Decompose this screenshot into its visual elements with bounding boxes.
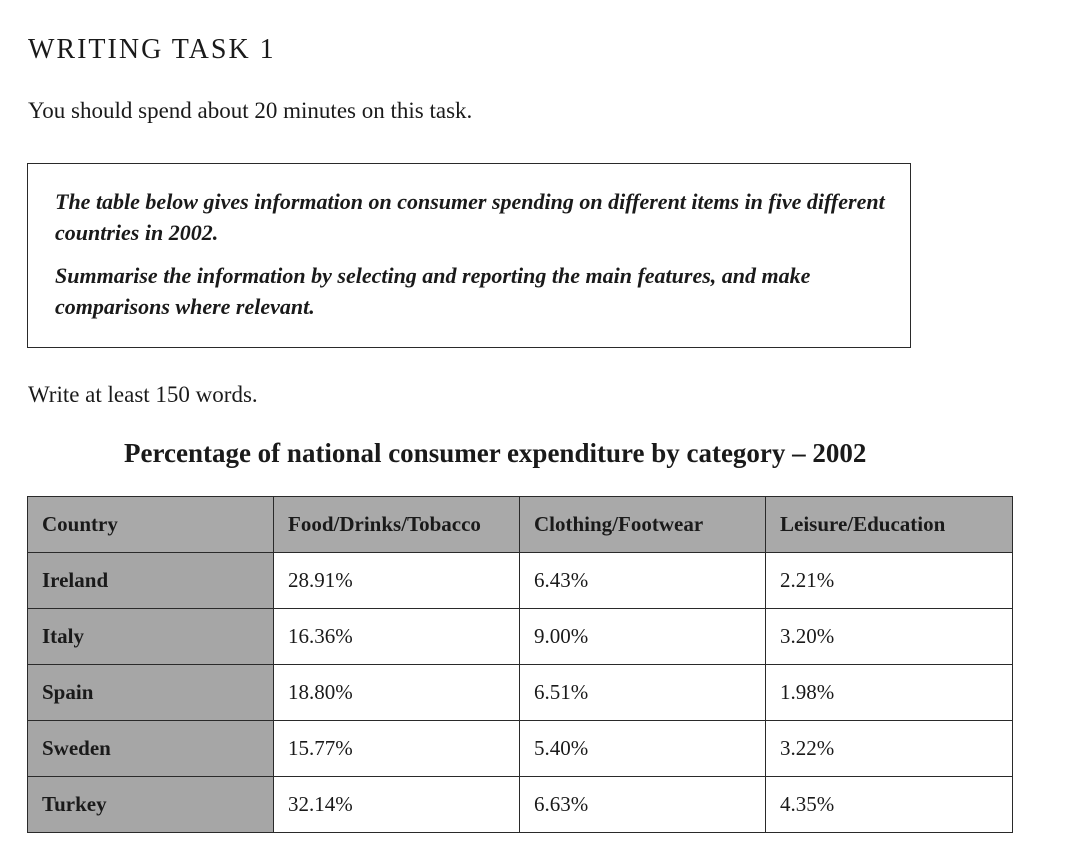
header-country: Country [28,497,274,553]
food-value-cell: 15.77% [274,721,520,777]
clothing-value-cell: 6.63% [520,777,766,833]
table-row [28,777,1013,833]
country-cell: Spain [28,665,274,721]
country-cell: Turkey [28,777,274,833]
leisure-value-cell: 3.22% [766,721,1013,777]
task-heading: WRITING TASK 1 [28,34,276,65]
leisure-value-cell: 4.35% [766,777,1013,833]
country-cell: Italy [28,609,274,665]
leisure-value-cell: 1.98% [766,665,1013,721]
table-row [28,609,1013,665]
task-directions: Summarise the information by selecting and reporting the main features, and make comparisons where relevant. [55,263,811,319]
table-title: Percentage of national consumer expenditure by category – 2002 [124,438,867,468]
expenditure-table [27,496,1013,833]
clothing-value-cell: 5.40% [520,721,766,777]
clothing-value-cell: 6.43% [520,553,766,609]
country-cell: Ireland [28,553,274,609]
task-prompt-box [27,163,911,348]
word-count-requirement: Write at least 150 words. [28,382,258,407]
clothing-value-cell: 9.00% [520,609,766,665]
country-cell: Sweden [28,721,274,777]
task-description: The table below gives information on consumer spending on different items in five different countries in 2002. [55,189,885,245]
header-food: Food/Drinks/Tobacco [274,497,520,553]
table-row [28,721,1013,777]
food-value-cell: 18.80% [274,665,520,721]
leisure-value-cell: 2.21% [766,553,1013,609]
table-row [28,553,1013,609]
food-value-cell: 16.36% [274,609,520,665]
header-clothing: Clothing/Footwear [520,497,766,553]
table-row [28,665,1013,721]
food-value-cell: 32.14% [274,777,520,833]
food-value-cell: 28.91% [274,553,520,609]
clothing-value-cell: 6.51% [520,665,766,721]
leisure-value-cell: 3.20% [766,609,1013,665]
header-leisure: Leisure/Education [766,497,1013,553]
table-header-row [28,497,1013,553]
time-instruction: You should spend about 20 minutes on this task. [28,98,473,123]
